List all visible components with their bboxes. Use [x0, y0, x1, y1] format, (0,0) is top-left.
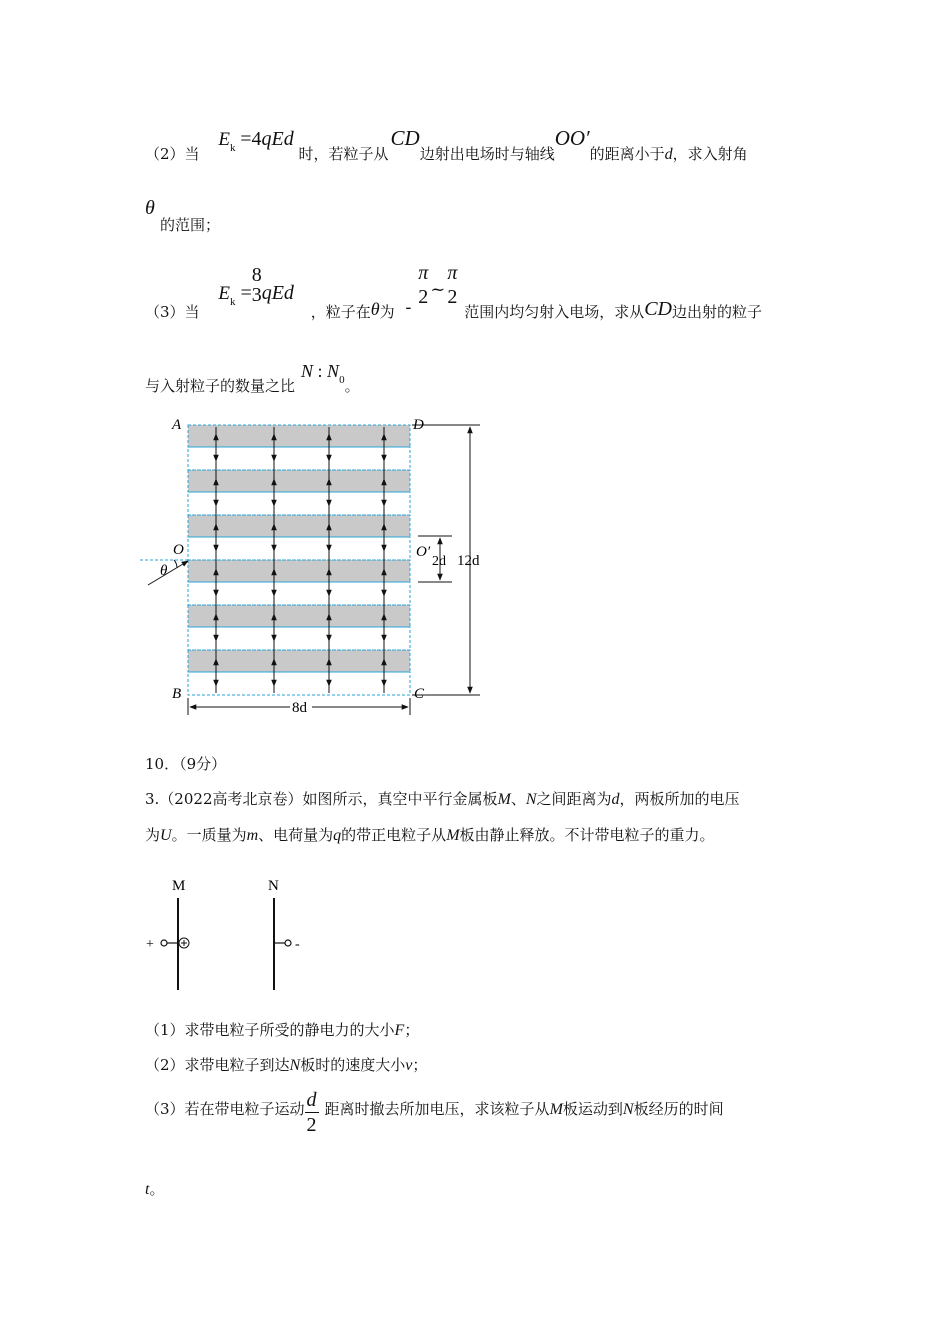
problem10-text-d: 为	[145, 826, 161, 844]
problem10-line1	[145, 792, 740, 808]
q2-line2	[145, 198, 155, 218]
var-N-sub2: N	[289, 1057, 301, 1074]
q3-fraction-pi-2-b: π 2	[447, 262, 458, 308]
terminal-M	[161, 940, 167, 946]
clear-band	[188, 672, 410, 695]
terminal-minus: -	[295, 937, 300, 952]
q2-text4: ，求入射角	[672, 145, 748, 163]
label-A: A	[172, 417, 182, 433]
sub3-text-c: 板运动到	[562, 1099, 623, 1118]
label-8d: 8d	[292, 700, 307, 716]
clear-band	[188, 582, 410, 605]
label-C: C	[414, 686, 425, 702]
q3-text1: ，粒子在	[310, 303, 371, 321]
problem10-text-e: 。一质量为	[171, 826, 247, 844]
q2-d: d	[664, 146, 673, 163]
q2-text1: 时，若粒子从	[298, 145, 389, 163]
shaded-band	[188, 560, 410, 582]
shaded-band	[188, 425, 410, 447]
sub1-end: ；	[404, 1021, 420, 1039]
var-t: t	[145, 1181, 150, 1198]
sub3-text-b: 距离时撤去所加电压，求该粒子从	[324, 1099, 550, 1118]
q3-number: （3）当	[145, 303, 200, 321]
shaded-bands	[188, 425, 410, 672]
q2-text5: 的范围；	[160, 216, 221, 234]
sub3-text: （3）若在带电粒子运动	[145, 1099, 305, 1118]
problem10-text-b: 之间距离为	[536, 790, 612, 808]
shaded-band	[188, 470, 410, 492]
sub2-text-b: 板时的速度大小	[300, 1056, 406, 1074]
q3-text4: 边出射的粒子	[672, 303, 763, 321]
label-B: B	[172, 686, 182, 702]
q3-ratio: N : $N_0$	[301, 361, 345, 386]
var-F: F	[394, 1022, 405, 1039]
q3-text5: 与入射粒子的数量之比	[145, 377, 296, 395]
q3-text3: 范围内均匀射入电场，求从	[464, 303, 645, 321]
sub-question-3-cont	[145, 1182, 164, 1198]
q2-theta: θ	[145, 197, 155, 219]
sub3-end: 。	[149, 1180, 165, 1198]
q2-text2: 边射出电场时与轴线	[419, 145, 555, 163]
var-d: d	[611, 791, 620, 808]
q2-qEd: qEd	[261, 128, 294, 150]
problem10-text-a: 3.（2022高考北京卷）如图所示，真空中平行金属板	[145, 790, 498, 808]
var-M-2: M	[446, 827, 460, 844]
q3-line1	[145, 262, 763, 321]
problem10-text-f: 、电荷量为	[258, 826, 334, 844]
q3-fraction-pi-2-a: π 2	[418, 262, 429, 308]
sub-question-2	[145, 1058, 427, 1074]
sub1-text: （1）求带电粒子所受的静电力的大小	[145, 1021, 395, 1039]
q2-ek-symbol: $E_k$	[218, 129, 236, 154]
var-N: N	[525, 791, 537, 808]
clear-band	[188, 537, 410, 560]
problem10-text-h: 板由静止释放。不计带电粒子的重力。	[459, 826, 715, 844]
label-12d: 12d	[457, 553, 480, 569]
plate-N-label: N	[268, 878, 279, 894]
q2-equals: =4	[240, 128, 262, 150]
q2-line2-text	[160, 218, 220, 233]
problem10-header	[145, 757, 226, 772]
label-O-prime: O′	[416, 544, 431, 560]
fraction-d-2: $\frac{d}{2}$	[306, 1089, 317, 1136]
q3-text2: 为	[379, 303, 395, 321]
terminal-N	[285, 940, 291, 946]
q3-theta: θ	[370, 299, 380, 319]
label-D: D	[413, 417, 424, 433]
label-theta: θ	[160, 563, 168, 579]
var-m: m	[246, 827, 259, 844]
theta-arc	[174, 560, 177, 568]
problem10-title: 10．（9分）	[145, 755, 227, 773]
sub2-end: ；	[412, 1056, 428, 1074]
problem10-text-c: ，两板所加的电压	[619, 790, 740, 808]
q3-qEd: qEd	[261, 282, 294, 304]
var-q: q	[333, 827, 342, 844]
sub2-text: （2）求带电粒子到达	[145, 1056, 290, 1074]
problem10-text-g: 的带正电粒子从	[341, 826, 447, 844]
q3-tilde: ~	[430, 279, 446, 300]
sub-question-3	[145, 1090, 724, 1135]
sub3-text-d: 板经历的时间	[633, 1099, 724, 1118]
shaded-band	[188, 650, 410, 672]
var-N-sub3: N	[622, 1100, 634, 1118]
field-diagram	[140, 405, 500, 725]
q2-number: （2）当	[145, 145, 200, 163]
q3-fraction-8-3: 8 3	[251, 264, 262, 306]
q2-line1	[145, 126, 748, 163]
q3-line2	[145, 361, 360, 395]
clear-band	[188, 492, 410, 515]
var-U: U	[160, 827, 172, 844]
shaded-band	[188, 605, 410, 627]
q3-text6: 。	[344, 377, 360, 395]
q3-cd: CD	[644, 298, 672, 320]
q2-oo: OO′	[554, 126, 590, 150]
terminal-plus: +	[146, 937, 154, 952]
label-2d: 2d	[432, 554, 446, 569]
q2-text3: 的距离小于	[589, 145, 665, 163]
incident-arrow	[148, 561, 188, 585]
var-v: v	[405, 1057, 413, 1074]
plates-diagram	[140, 868, 320, 998]
separator: 、	[510, 790, 526, 808]
plate-M-label: M	[172, 878, 186, 894]
var-M: M	[497, 791, 511, 808]
q3-ek-symbol: $E_k$	[218, 283, 236, 308]
clear-band	[188, 447, 410, 470]
clear-band	[188, 627, 410, 650]
q3-equals: =	[235, 282, 252, 304]
q3-minus: -	[405, 297, 412, 318]
var-M-sub3: M	[549, 1100, 563, 1118]
q2-cd: CD	[390, 126, 420, 150]
label-O: O	[173, 542, 184, 558]
sub-question-1	[145, 1023, 419, 1039]
shaded-band	[188, 515, 410, 537]
problem10-line2	[145, 828, 715, 844]
